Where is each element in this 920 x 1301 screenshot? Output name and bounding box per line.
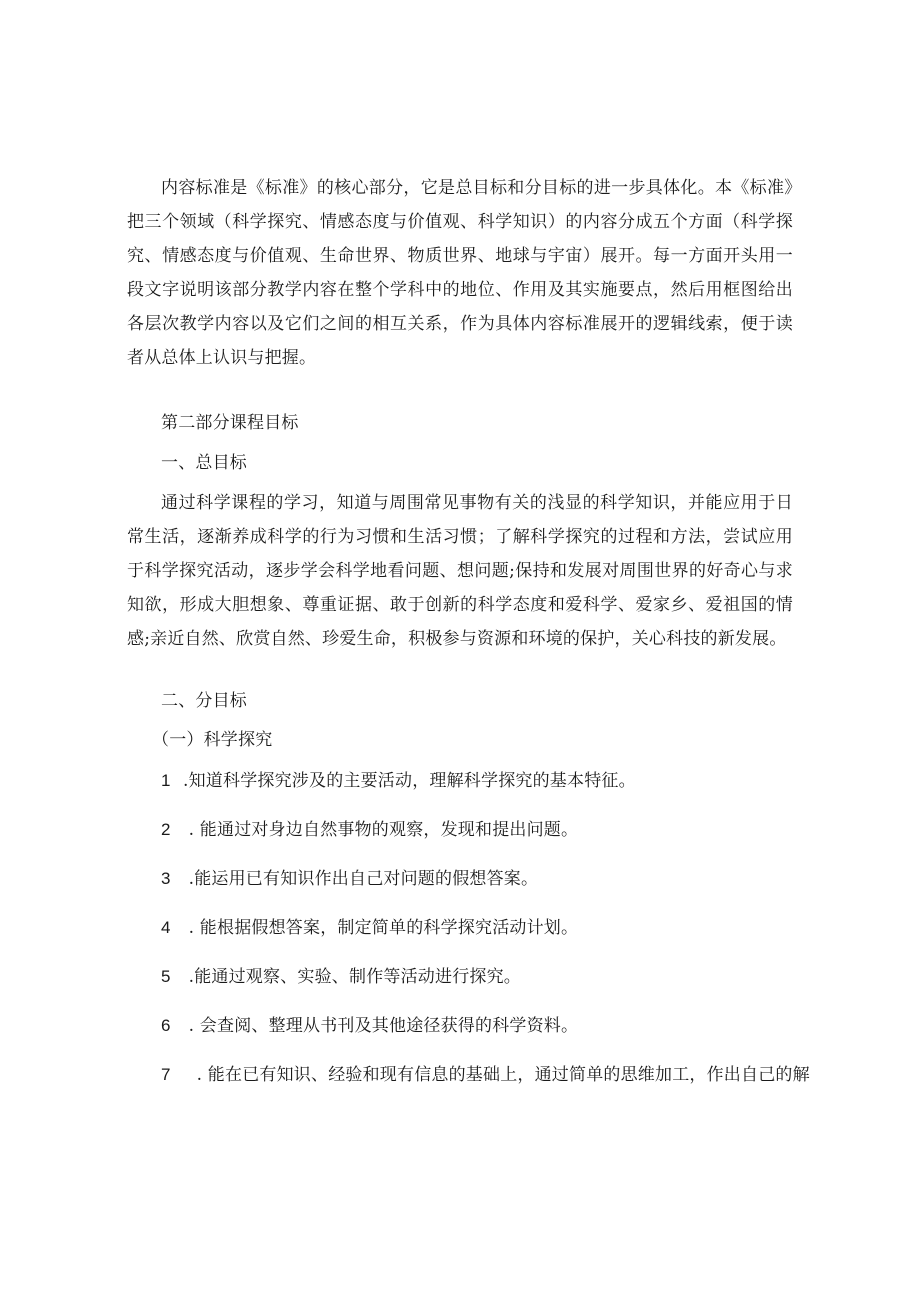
list-item-number: 2 (161, 820, 171, 839)
list-item (161, 769, 636, 793)
list-item (161, 867, 538, 891)
list-item-number: 7 (161, 1065, 171, 1084)
list-item-number: 3 (161, 869, 171, 888)
list-item-text: .能运用已有知识作出自己对问题的假想答案。 (183, 869, 539, 889)
list-item-text: .能通过观察、实验、制作等活动进行探究。 (183, 967, 522, 987)
overall-goal-paragraph: 通过科学课程的学习，知道与周围常见事物有关的浅显的科学知识，并能应用于日常生活，逐渐养成科学的行为习惯和生活习惯；了解科学探究的过程和方法，尝试应用于科学探究活动，逐步学会科学地看问题、想问题;保持和发展对周围世界的好奇心与求知欲，形成大胆想象、尊重证据、敢于创新的科学态度和爱科学、爱家乡、爱祖国的情感;亲近自然、欣赏自然、珍爱生命，积极参与资源和环境的保护，关心科技的新发展。 (127, 493, 793, 649)
list-item-text: . 能根据假想答案，制定简单的科学探究活动计划。 (183, 918, 579, 938)
list-item-text: . 会查阅、整理从书刊及其他途径获得的科学资料。 (183, 1016, 579, 1036)
list-item-number: 6 (161, 1016, 171, 1035)
list-item (161, 1014, 578, 1038)
list-item (161, 1063, 810, 1087)
list-item-text: .知道科学探究涉及的主要活动，理解科学探究的基本特征。 (183, 771, 636, 791)
list-item-number: 1 (161, 771, 171, 790)
list-item-text: . 能通过对身边自然事物的观察，发现和提出问题。 (183, 820, 579, 840)
intro-paragraph: 内容标准是《标准》的核心部分，它是总目标和分目标的进一步具体化。本《标准》把三个领域（科学探究、情感态度与价值观、科学知识）的内容分成五个方面（科学探究、情感态度与价值观、生命世界、物质世界、地球与宇宙）展开。每一方面开头用一段文字说明该部分教学内容在整个学科中的地位、作用及其实施要点，然后用框图给出各层次教学内容以及它们之间的相互关系，作为具体内容标准展开的逻辑线索，便于读者从总体上认识与把握。 (127, 178, 793, 368)
list-item-number: 5 (161, 967, 171, 986)
subsection-title-inquiry: （一）科学探究 (152, 730, 273, 750)
section-title-sub-goals: 二、分目标 (161, 691, 247, 711)
list-item (161, 916, 578, 940)
list-item-text: . 能在已有知识、经验和现有信息的基础上，通过简单的思维加工，作出自己的解 (191, 1065, 810, 1085)
list-item-number: 4 (161, 918, 171, 937)
list-item (161, 818, 578, 842)
part-title: 第二部分课程目标 (161, 413, 299, 433)
list-item (161, 965, 521, 989)
section-title-overall-goal: 一、总目标 (161, 453, 247, 473)
